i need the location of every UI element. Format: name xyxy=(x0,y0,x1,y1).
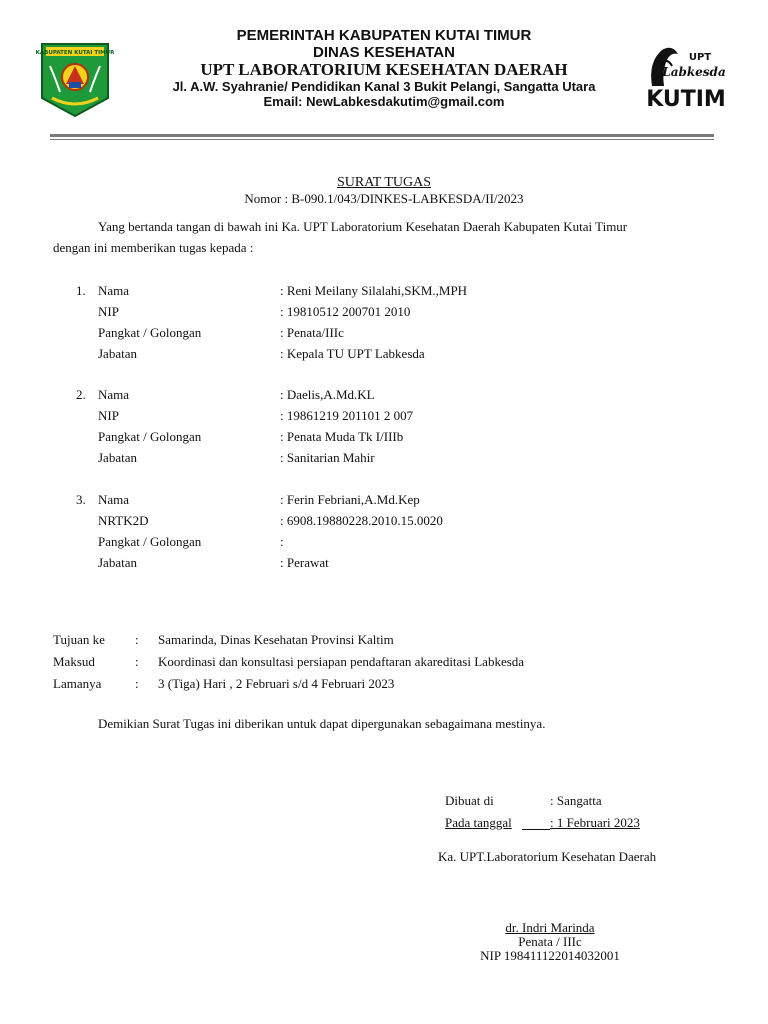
letterhead-line1: PEMERINTAH KABUPATEN KUTAI TIMUR xyxy=(236,27,532,44)
issued-date-label: Pada tanggal xyxy=(445,815,512,830)
logo-labkesda-text: Labkesda xyxy=(662,65,726,79)
detail-separator: : xyxy=(135,632,139,647)
assignee-field-label: Nama xyxy=(98,492,130,507)
header-rule-thick xyxy=(50,134,714,137)
assignee-field-value: : Sanitarian Mahir xyxy=(280,450,375,465)
assignee-field-label: NRTK2D xyxy=(98,513,149,528)
assignee-number: 1. xyxy=(76,283,86,298)
assignee-field-label: Jabatan xyxy=(98,346,137,361)
assignee-field-value: : Ferin Febriani,A.Md.Kep xyxy=(280,492,420,507)
detail-value: 3 (Tiga) Hari , 2 Februari s/d 4 Februari 2023 xyxy=(158,676,395,691)
assignee-field-label: Pangkat / Golongan xyxy=(98,534,202,549)
issued-place-label: Dibuat di xyxy=(445,793,494,808)
logo-upt-text: UPT xyxy=(688,52,712,63)
assignee-field-label: NIP xyxy=(98,304,119,319)
detail-label: Lamanya xyxy=(53,676,102,691)
assignee-field-value: : Penata/IIIc xyxy=(280,325,344,340)
assignee-number: 3. xyxy=(76,492,86,507)
assignee-number: 2. xyxy=(76,387,86,402)
assignee-field-value: : 6908.19880228.2010.15.0020 xyxy=(280,513,443,528)
detail-value: Koordinasi dan konsultasi persiapan pendaftaran akareditasi Labkesda xyxy=(158,654,525,669)
detail-separator: : xyxy=(135,676,139,691)
date-underline-gap xyxy=(522,829,550,830)
assignee-field-label: Nama xyxy=(98,387,130,402)
closing-statement: Demikian Surat Tugas ini diberikan untuk dapat dipergunakan sebagaimana mestinya. xyxy=(98,716,546,731)
assignee-field-value: : 19810512 200701 2010 xyxy=(280,304,411,319)
header-rule-thin xyxy=(50,139,714,140)
assignee-field-value: : Daelis,A.Md.KL xyxy=(280,387,375,402)
assignee-field-label: Jabatan xyxy=(98,555,137,570)
signatory-office: Ka. UPT.Laboratorium Kesehatan Daerah xyxy=(438,849,657,864)
document-number: Nomor : B-090.1/043/DINKES-LABKESDA/II/2023 xyxy=(244,191,524,206)
assignee-field-label: Nama xyxy=(98,283,130,298)
signatory-name: dr. Indri Marinda xyxy=(505,920,595,935)
signatory-nip: NIP 198411122014032001 xyxy=(480,948,620,963)
letterhead-line2: DINAS KESEHATAN xyxy=(313,44,455,61)
assignee-field-value: : Reni Meilany Silalahi,SKM.,MPH xyxy=(280,283,468,298)
emblem-banner-text: KABUPATEN KUTAI TIMUR xyxy=(36,50,114,56)
signatory-rank: Penata / IIIc xyxy=(518,934,582,949)
assignee-field-label: NIP xyxy=(98,408,119,423)
assignee-field-label: Pangkat / Golongan xyxy=(98,429,202,444)
issued-date-value: : 1 Februari 2023 xyxy=(550,815,640,830)
assignee-field-label: Jabatan xyxy=(98,450,137,465)
detail-label: Maksud xyxy=(53,654,95,669)
detail-separator: : xyxy=(135,654,139,669)
assignee-field-value: : Penata Muda Tk I/IIIb xyxy=(280,429,404,444)
assignee-field-value: : Kepala TU UPT Labkesda xyxy=(280,346,425,361)
letterhead-line3: UPT LABORATORIUM KESEHATAN DAERAH xyxy=(200,60,568,79)
intro-line2: dengan ini memberikan tugas kepada : xyxy=(53,240,254,255)
intro-line1: Yang bertanda tangan di bawah ini Ka. UPT Laboratorium Kesehatan Daerah Kabupaten Kutai Timur xyxy=(98,219,628,234)
document-title: SURAT TUGAS xyxy=(336,175,431,190)
assignee-field-value: : Perawat xyxy=(280,555,329,570)
assignee-field-value: : xyxy=(280,534,284,549)
assignee-field-value: : 19861219 201101 2 007 xyxy=(280,408,414,423)
assignee-field-label: Pangkat / Golongan xyxy=(98,325,202,340)
detail-value: Samarinda, Dinas Kesehatan Provinsi Kaltim xyxy=(158,632,394,647)
letterhead-address: Jl. A.W. Syahranie/ Pendidikan Kanal 3 Bukit Pelangi, Sangatta Utara xyxy=(172,79,596,94)
detail-label: Tujuan ke xyxy=(53,632,105,647)
issued-place-value: : Sangatta xyxy=(550,793,602,808)
letterhead-email: Email: NewLabkesdakutim@gmail.com xyxy=(263,94,505,109)
logo-kutim-text: KUTIM xyxy=(646,87,726,112)
